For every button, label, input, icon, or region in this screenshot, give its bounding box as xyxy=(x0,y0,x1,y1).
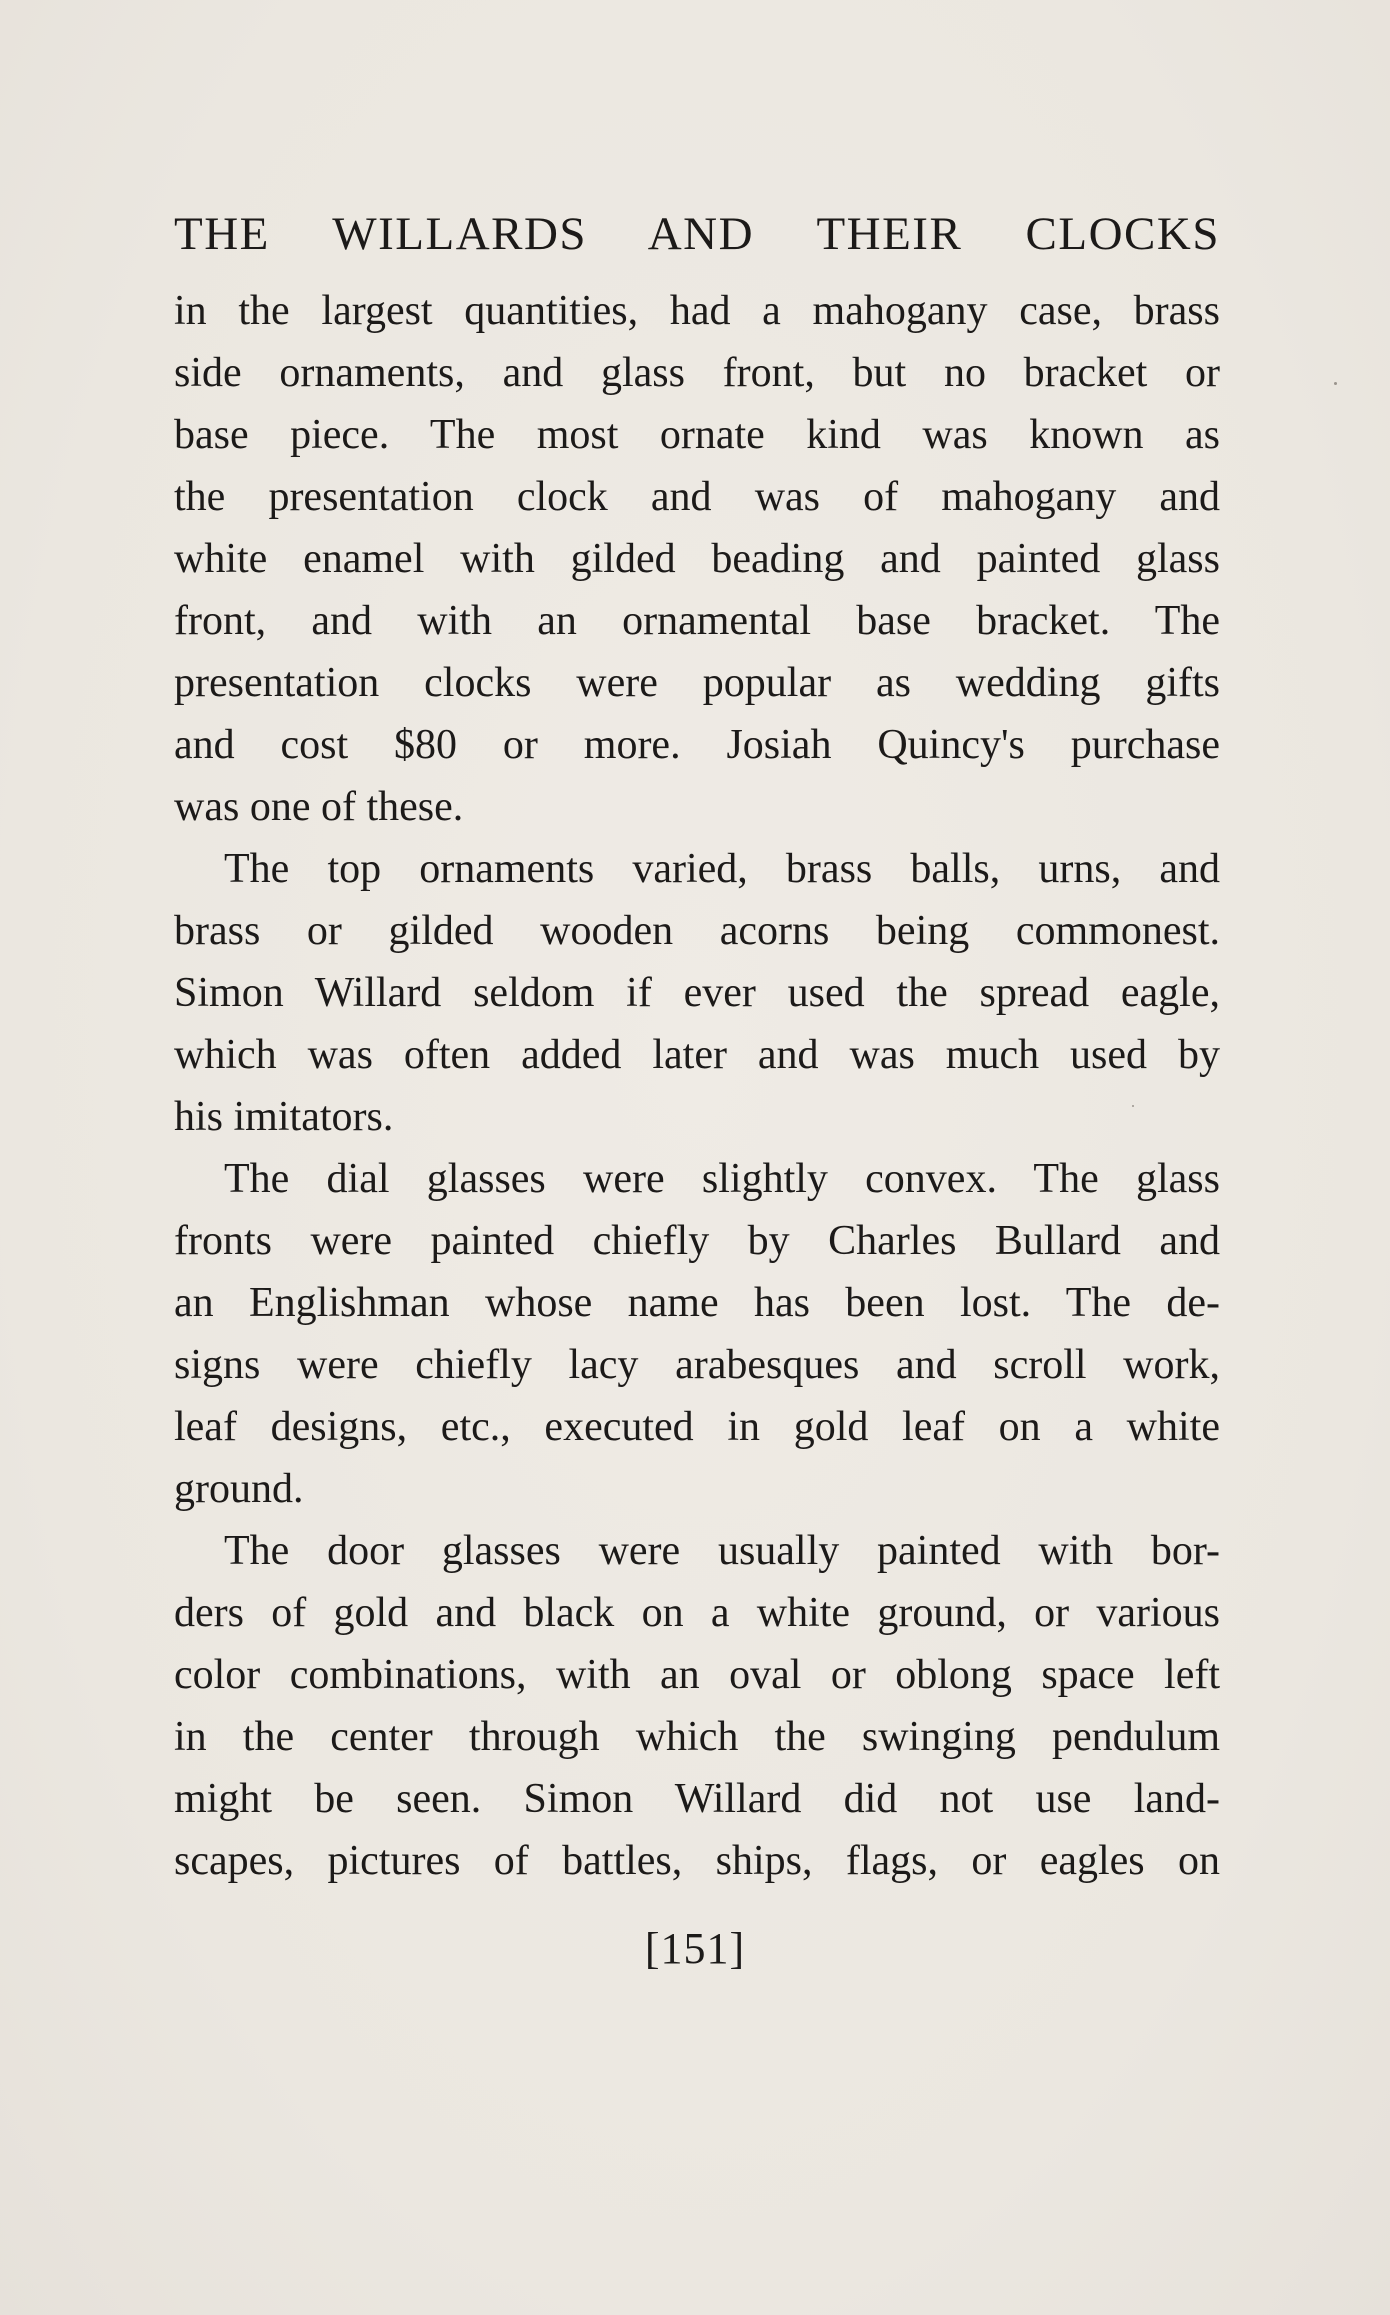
text-line: was one of these. xyxy=(174,784,464,830)
text-line: The dial glasses were slightly convex. The glass xyxy=(224,1156,1220,1202)
text-line: and cost $80 or more. Josiah Quincy's purchase xyxy=(174,722,1220,768)
text-line: signs were chiefly lacy arabesques and scroll work, xyxy=(174,1342,1220,1388)
body-text xyxy=(174,280,1220,1892)
text-line: leaf designs, etc., executed in gold leaf on a white xyxy=(174,1404,1220,1450)
text-line: in the largest quantities, had a mahogany case, brass xyxy=(174,288,1220,334)
text-line: ground. xyxy=(174,1466,304,1512)
text-line: front, and with an ornamental base bracket. The xyxy=(174,598,1220,644)
page-number: [151] xyxy=(644,1924,746,1973)
text-line: scapes, pictures of battles, ships, flags, or eagles on xyxy=(174,1838,1220,1884)
text-line: which was often added later and was much used by xyxy=(174,1032,1220,1078)
paper-speck xyxy=(1334,382,1337,385)
text-line: in the center through which the swinging pendulum xyxy=(174,1714,1220,1760)
text-line: base piece. The most ornate kind was known as xyxy=(174,412,1220,458)
paper-speck xyxy=(1132,1105,1134,1107)
running-head: THE WILLARDS AND THEIR CLOCKS xyxy=(174,208,1220,260)
text-line: fronts were painted chiefly by Charles Bullard and xyxy=(174,1218,1220,1264)
text-line: white enamel with gilded beading and painted glass xyxy=(174,536,1220,582)
text-line: the presentation clock and was of mahogany and xyxy=(174,474,1220,520)
text-line: side ornaments, and glass front, but no bracket or xyxy=(174,350,1220,396)
text-line: The top ornaments varied, brass balls, urns, and xyxy=(224,846,1220,892)
text-line: color combinations, with an oval or oblong space left xyxy=(174,1652,1220,1698)
text-line: ders of gold and black on a white ground, or various xyxy=(174,1590,1220,1636)
text-line: brass or gilded wooden acorns being commonest. xyxy=(174,908,1220,954)
text-line: an Englishman whose name has been lost. The de- xyxy=(174,1280,1220,1326)
text-line: presentation clocks were popular as wedding gifts xyxy=(174,660,1220,706)
text-line: his imitators. xyxy=(174,1094,394,1140)
text-line: Simon Willard seldom if ever used the spread eagle, xyxy=(174,970,1220,1016)
text-line: might be seen. Simon Willard did not use land- xyxy=(174,1776,1220,1822)
text-line: The door glasses were usually painted with bor- xyxy=(224,1528,1220,1574)
